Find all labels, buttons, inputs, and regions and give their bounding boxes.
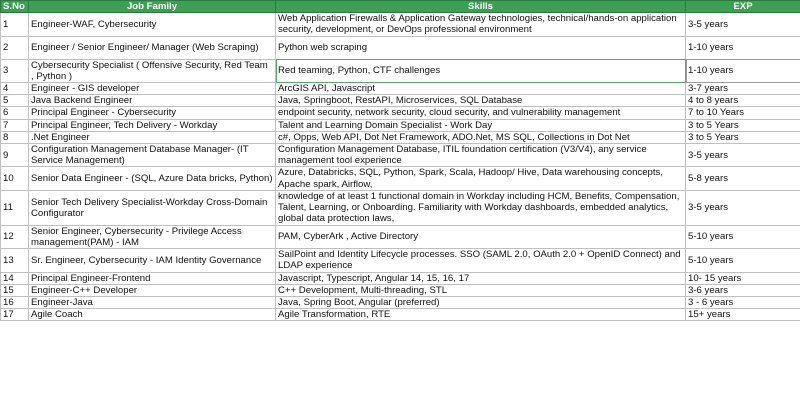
cell-exp: 3-6 years	[686, 284, 800, 296]
cell-sno: 10	[1, 167, 29, 190]
cell-sno: 4	[1, 83, 29, 95]
cell-sno: 5	[1, 95, 29, 107]
table-row	[1, 131, 800, 143]
cell-skills: Red teaming, Python, CTF challenges	[276, 59, 686, 82]
header-row	[1, 1, 800, 13]
header-exp: EXP	[686, 1, 800, 13]
cell-skills: Agile Transformation, RTE	[276, 309, 686, 321]
cell-exp: 3-7 years	[686, 83, 800, 95]
table-row	[1, 297, 800, 309]
header-skills: Skills	[276, 1, 686, 13]
cell-exp: 1-10 years	[686, 36, 800, 59]
table-row	[1, 167, 800, 190]
cell-job-family: Engineer - GIS developer	[29, 83, 276, 95]
cell-exp: 3-5 years	[686, 190, 800, 225]
cell-exp: 15+ years	[686, 309, 800, 321]
cell-job-family: Agile Coach	[29, 309, 276, 321]
cell-exp: 7 to 10 Years	[686, 107, 800, 119]
cell-job-family: Engineer / Senior Engineer/ Manager (Web Scraping)	[29, 36, 276, 59]
cell-skills: Azure, Databricks, SQL, Python, Spark, Scala, Hadoop/ Hive, Data warehousing concepts, Apache spark, Airflow,	[276, 167, 686, 190]
cell-job-family: Principal Engineer - Cybersecurity	[29, 107, 276, 119]
cell-job-family: Configuration Management Database Manager- (IT Service Management)	[29, 144, 276, 167]
cell-job-family: Senior Data Engineer - (SQL, Azure Data bricks, Python)	[29, 167, 276, 190]
cell-exp: 4 to 8 years	[686, 95, 800, 107]
cell-exp: 3-5 years	[686, 13, 800, 36]
cell-job-family: .Net Engineer	[29, 131, 276, 143]
cell-skills: ArcGIS API, Javascript	[276, 83, 686, 95]
cell-job-family: Engineer-WAF, Cybersecurity	[29, 13, 276, 36]
cell-sno: 6	[1, 107, 29, 119]
cell-skills: c#, Opps, Web API, Dot Net Framework, ADO.Net, MS SQL, Collections in Dot Net	[276, 131, 686, 143]
cell-exp: 3 - 6 years	[686, 297, 800, 309]
cell-job-family: Senior Engineer, Cybersecurity - Privilege Access management(PAM) - IAM	[29, 225, 276, 248]
cell-exp: 5-8 years	[686, 167, 800, 190]
table-row	[1, 36, 800, 59]
cell-exp: 1-10 years	[686, 59, 800, 82]
table-row	[1, 144, 800, 167]
cell-job-family: Sr. Engineer, Cybersecurity - IAM Identity Governance	[29, 249, 276, 272]
cell-sno: 2	[1, 36, 29, 59]
cell-sno: 12	[1, 225, 29, 248]
cell-skills: C++ Development, Multi-threading, STL	[276, 284, 686, 296]
cell-exp: 3 to 5 Years	[686, 119, 800, 131]
cell-job-family: Principal Engineer-Frontend	[29, 272, 276, 284]
cell-skills: Talent and Learning Domain Specialist - Work Day	[276, 119, 686, 131]
table-row	[1, 107, 800, 119]
table-row	[1, 95, 800, 107]
cell-exp: 3-5 years	[686, 144, 800, 167]
cell-skills: Javascript, Typescript, Angular 14, 15, 16, 17	[276, 272, 686, 284]
cell-job-family: Cybersecurity Specialist ( Offensive Security, Red Team , Python )	[29, 59, 276, 82]
cell-exp: 5-10 years	[686, 225, 800, 248]
cell-skills: Java, Spring Boot, Angular (preferred)	[276, 297, 686, 309]
cell-job-family: Engineer-Java	[29, 297, 276, 309]
table-row	[1, 284, 800, 296]
table-row	[1, 59, 800, 82]
table-row	[1, 13, 800, 36]
cell-skills: Configuration Management Database, ITIL foundation certification (V3/V4), any service management tool experience	[276, 144, 686, 167]
cell-skills: knowledge of at least 1 functional domain in Workday including HCM, Benefits, Compensation, Talent, Learning, or Onboarding. Familiarity with Workday dashboards, embedded analytics, global data protection laws,	[276, 190, 686, 225]
table-row	[1, 83, 800, 95]
cell-sno: 1	[1, 13, 29, 36]
cell-job-family: Principal Engineer, Tech Delivery - Workday	[29, 119, 276, 131]
cell-job-family: Senior Tech Delivery Specialist-Workday Cross-Domain Configurator	[29, 190, 276, 225]
table-row	[1, 119, 800, 131]
cell-exp: 5-10 years	[686, 249, 800, 272]
cell-sno: 14	[1, 272, 29, 284]
cell-sno: 17	[1, 309, 29, 321]
cell-sno: 13	[1, 249, 29, 272]
cell-sno: 16	[1, 297, 29, 309]
header-job-family: Job Family	[29, 1, 276, 13]
cell-exp: 10- 15 years	[686, 272, 800, 284]
cell-sno: 11	[1, 190, 29, 225]
header-sno: S.No	[1, 1, 29, 13]
cell-sno: 8	[1, 131, 29, 143]
cell-job-family: Java Backend Engineer	[29, 95, 276, 107]
table-row	[1, 309, 800, 321]
cell-sno: 7	[1, 119, 29, 131]
table-row	[1, 249, 800, 272]
table-row	[1, 225, 800, 248]
cell-skills: Java, Springboot, RestAPI, Microservices, SQL Database	[276, 95, 686, 107]
cell-skills: Web Application Firewalls & Application Gateway technologies, technical/hands-on application security, development, or DevOps professional environment	[276, 13, 686, 36]
cell-skills: SailPoint and Identity Lifecycle processes. SSO (SAML 2.0, OAuth 2.0 + OpenID Connect) and LDAP experience	[276, 249, 686, 272]
cell-sno: 15	[1, 284, 29, 296]
cell-skills: Python web scraping	[276, 36, 686, 59]
cell-sno: 3	[1, 59, 29, 82]
table-row	[1, 272, 800, 284]
cell-skills: PAM, CyberArk , Active Directory	[276, 225, 686, 248]
cell-skills: endpoint security, network security, cloud security, and vulnerability management	[276, 107, 686, 119]
cell-exp: 3 to 5 Years	[686, 131, 800, 143]
cell-sno: 9	[1, 144, 29, 167]
cell-job-family: Engineer-C++ Developer	[29, 284, 276, 296]
table-row	[1, 190, 800, 225]
